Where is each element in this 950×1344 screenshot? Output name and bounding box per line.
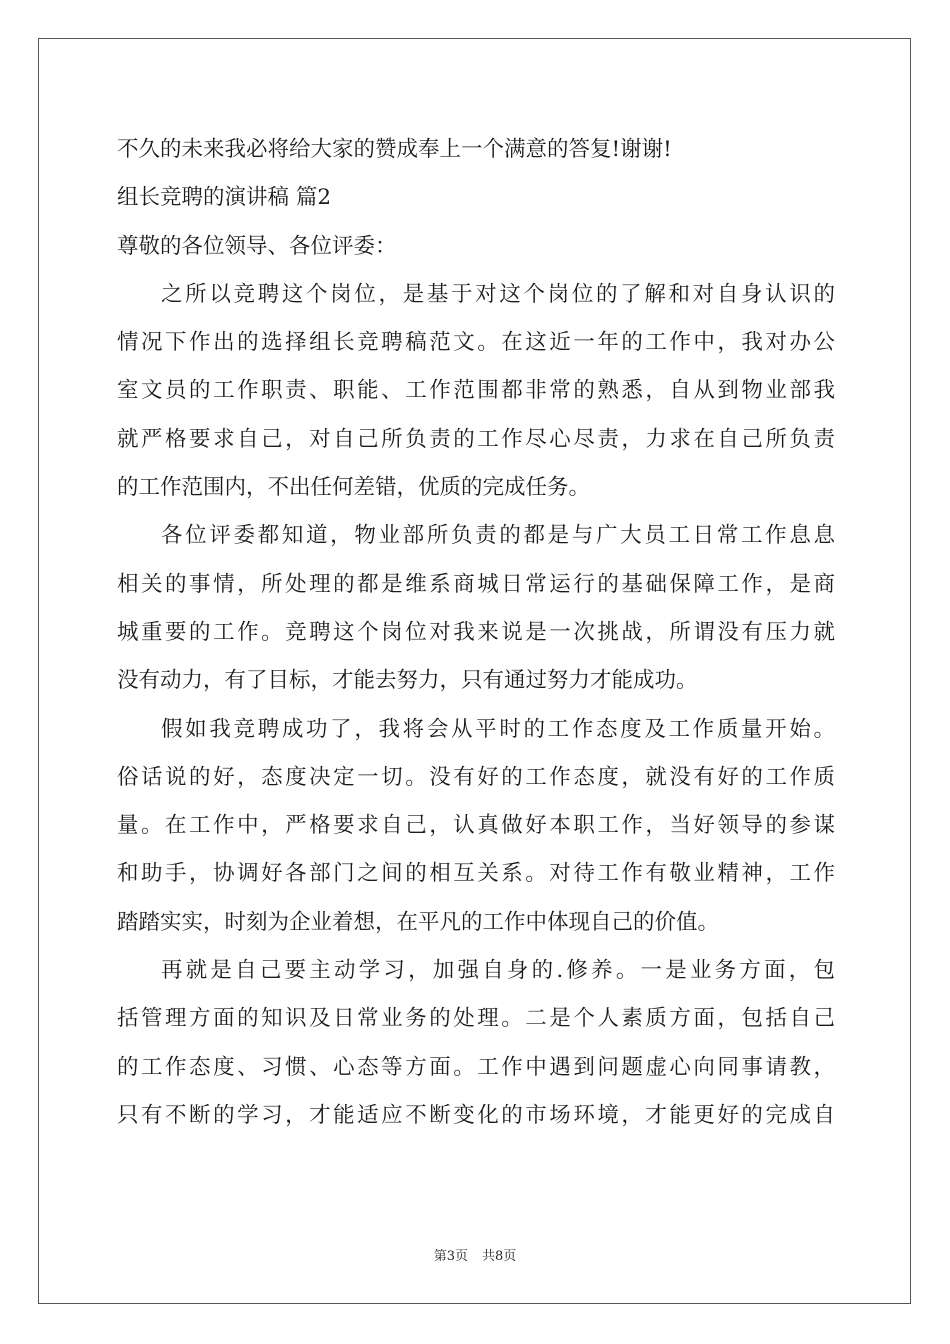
paragraph-line: 相关的事情，所处理的都是维系商城日常运行的基础保障工作，是商 xyxy=(117,571,835,597)
paragraph-line: 只有不断的学习，才能适应不断变化的市场环境，才能更好的完成自 xyxy=(117,1102,835,1128)
section-heading: 组长竞聘的演讲稿 篇2 xyxy=(117,185,332,211)
paragraph-line: 城重要的工作。竞聘这个岗位对我来说是一次挑战，所谓没有压力就 xyxy=(117,619,835,645)
page-footer xyxy=(0,1245,950,1264)
paragraph-line: 各位评委都知道，物业部所负责的都是与广大员工日常工作息息 xyxy=(161,523,835,549)
paragraph-line: 踏踏实实，时刻为企业着想，在平凡的工作中体现自己的价值。 xyxy=(117,909,720,935)
total-pages-label: 共8页 xyxy=(482,1249,517,1264)
paragraph-line: 俗话说的好，态度决定一切。没有好的工作态度，就没有好的工作质 xyxy=(117,764,835,790)
paragraph-line: 就严格要求自己，对自己所负责的工作尽心尽责，力求在自己所负责 xyxy=(117,426,835,452)
paragraph-line: 没有动力，有了目标，才能去努力，只有通过努力才能成功。 xyxy=(117,668,698,694)
paragraph-line: 情况下作出的选择组长竞聘稿范文。在这近一年的工作中，我对办公 xyxy=(117,330,835,356)
paragraph-line: 的工作态度、习惯、心态等方面。工作中遇到问题虚心向同事请教， xyxy=(117,1054,835,1080)
paragraph-line: 的工作范围内，不出任何差错，优质的完成任务。 xyxy=(117,475,591,501)
paragraph-line: 之所以竞聘这个岗位，是基于对这个岗位的了解和对自身认识的 xyxy=(161,281,835,307)
paragraph-line: 括管理方面的知识及日常业务的处理。二是个人素质方面，包括自己 xyxy=(117,1006,835,1032)
paragraph-line: 量。在工作中，严格要求自己，认真做好本职工作，当好领导的参谋 xyxy=(117,813,835,839)
salutation: 尊敬的各位领导、各位评委： xyxy=(117,233,397,259)
paragraph-line: 室文员的工作职责、职能、工作范围都非常的熟悉，自从到物业部我 xyxy=(117,378,835,404)
paragraph-line: 假如我竞聘成功了，我将会从平时的工作态度及工作质量开始。 xyxy=(161,716,835,742)
paragraph-line: 和助手，协调好各部门之间的相互关系。对待工作有敬业精神，工作 xyxy=(117,861,835,887)
text-line: 不久的未来我必将给大家的赞成奉上一个满意的答复!谢谢! xyxy=(117,137,672,162)
paragraph-line: 再就是自己要主动学习，加强自身的.修养。一是业务方面，包 xyxy=(161,958,835,984)
current-page-label: 第3页 xyxy=(433,1249,468,1264)
document-body xyxy=(117,126,835,1140)
